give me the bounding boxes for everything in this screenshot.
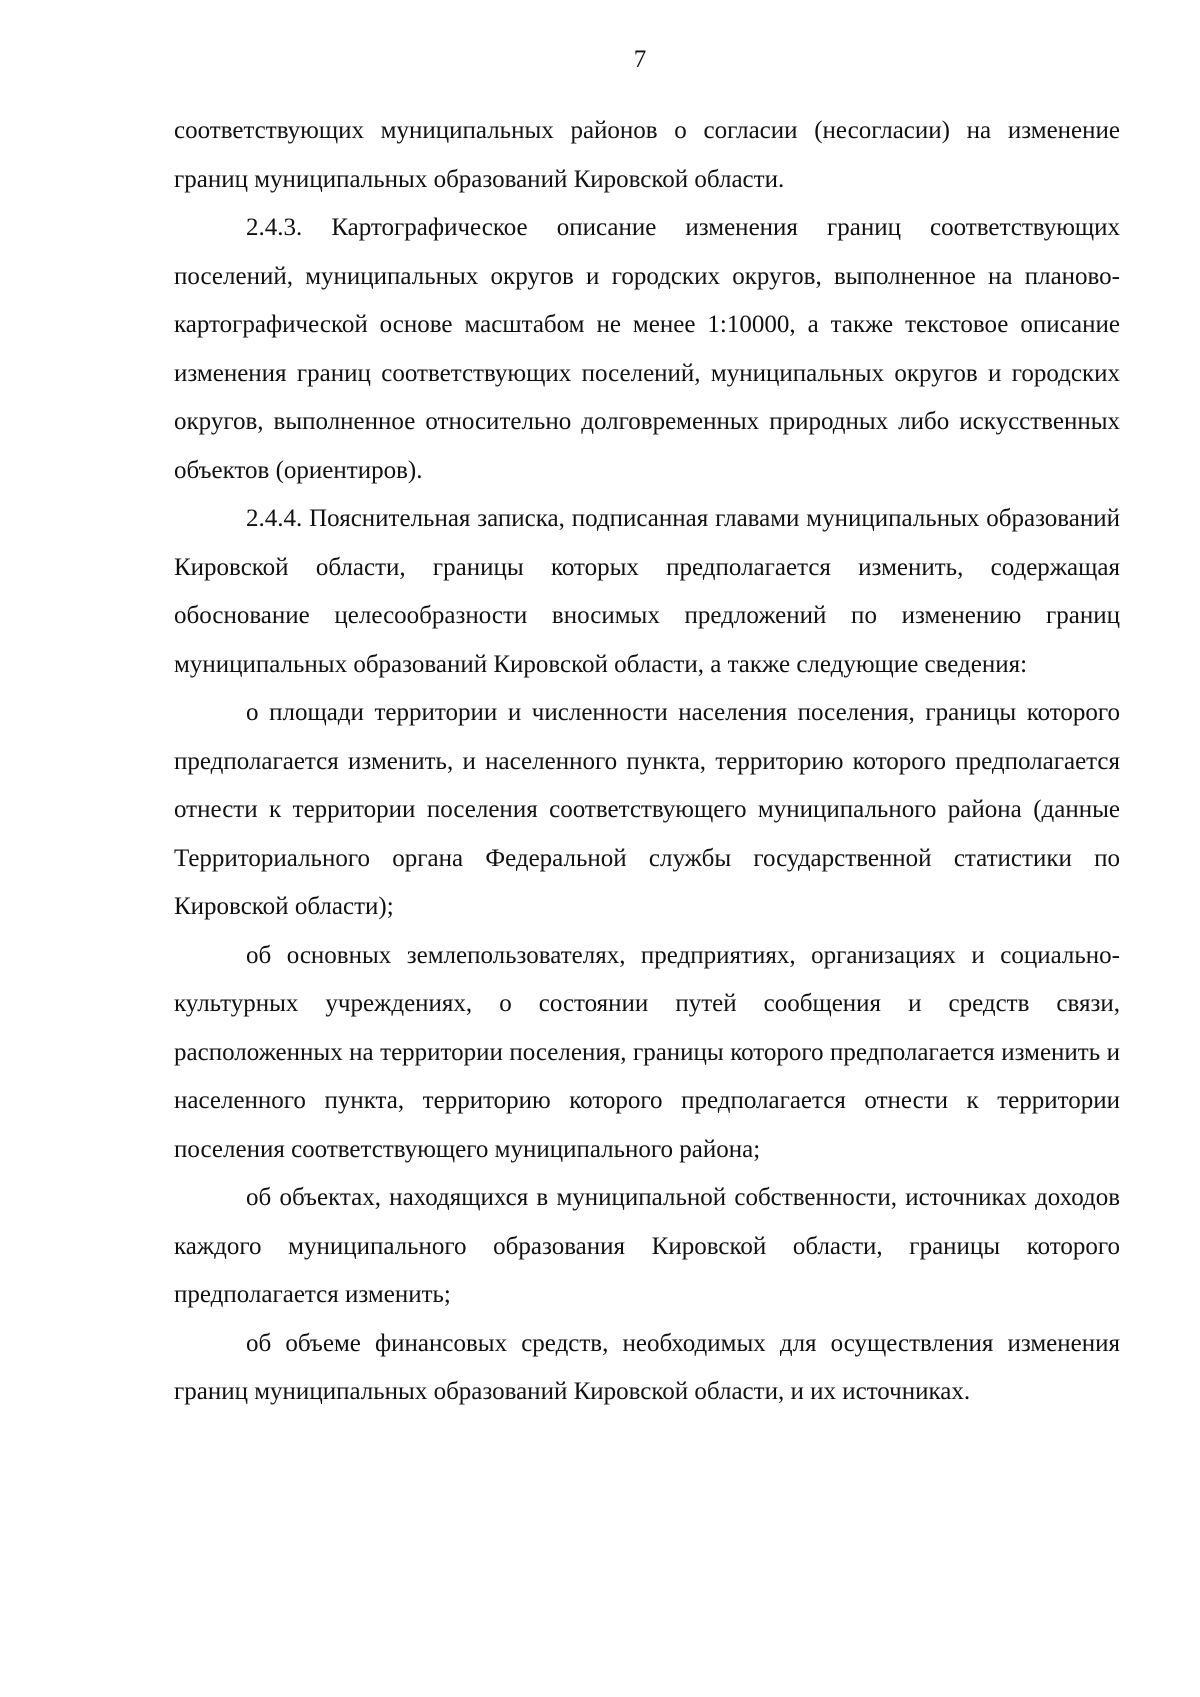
paragraph-land-users: об основных землепользователях, предприятиях, организациях и социально-культурных учреждениях, о состоянии путей сообщения и средств связи, расположенных на территории поселения, границы которого предполагается изменить и населенного пункта, территорию которого предполагается отнести к территории поселения соответствующего муниципального района;	[174, 941, 1120, 1163]
paragraph-continuation: соответствующих муниципальных районов о согласии (несогласии) на изменение границ муниципальных образований Кировской области.	[174, 117, 1120, 193]
document-body	[174, 107, 1120, 1417]
page-number: 7	[633, 46, 647, 73]
paragraph-2-4-3: 2.4.3. Картографическое описание изменения границ соответствующих поселений, муниципальных округов и городских округов, выполненное на планово-картографической основе масштабом не менее 1:10000, а также текстовое описание изменения границ соответствующих поселений, муниципальных округов и городских округов, выполненное относительно долговременных природных либо искусственных объектов (ориентиров).	[174, 214, 1120, 484]
paragraph-area-population: о площади территории и численности населения поселения, границы которого предполагается изменить, и населенного пункта, территорию которого предполагается отнести к территории поселения соответствующего муниципального района (данные Территориального органа Федеральной службы государственной статистики по Кировской области);	[174, 699, 1120, 920]
paragraph-2-4-4: 2.4.4. Пояснительная записка, подписанная главами муниципальных образований Кировской области, границы которых предполагается изменить, содержащая обоснование целесообразности вносимых предложений по изменению границ муниципальных образований Кировской области, а также следующие сведения:	[174, 505, 1120, 678]
paragraph-financial-means: об объеме финансовых средств, необходимых для осуществления изменения границ муниципальных образований Кировской области, и их источниках.	[174, 1329, 1120, 1405]
paragraph-municipal-property: об объектах, находящихся в муниципальной собственности, источниках доходов каждого муниципального образования Кировской области, границы которого предполагается изменить;	[174, 1184, 1120, 1308]
